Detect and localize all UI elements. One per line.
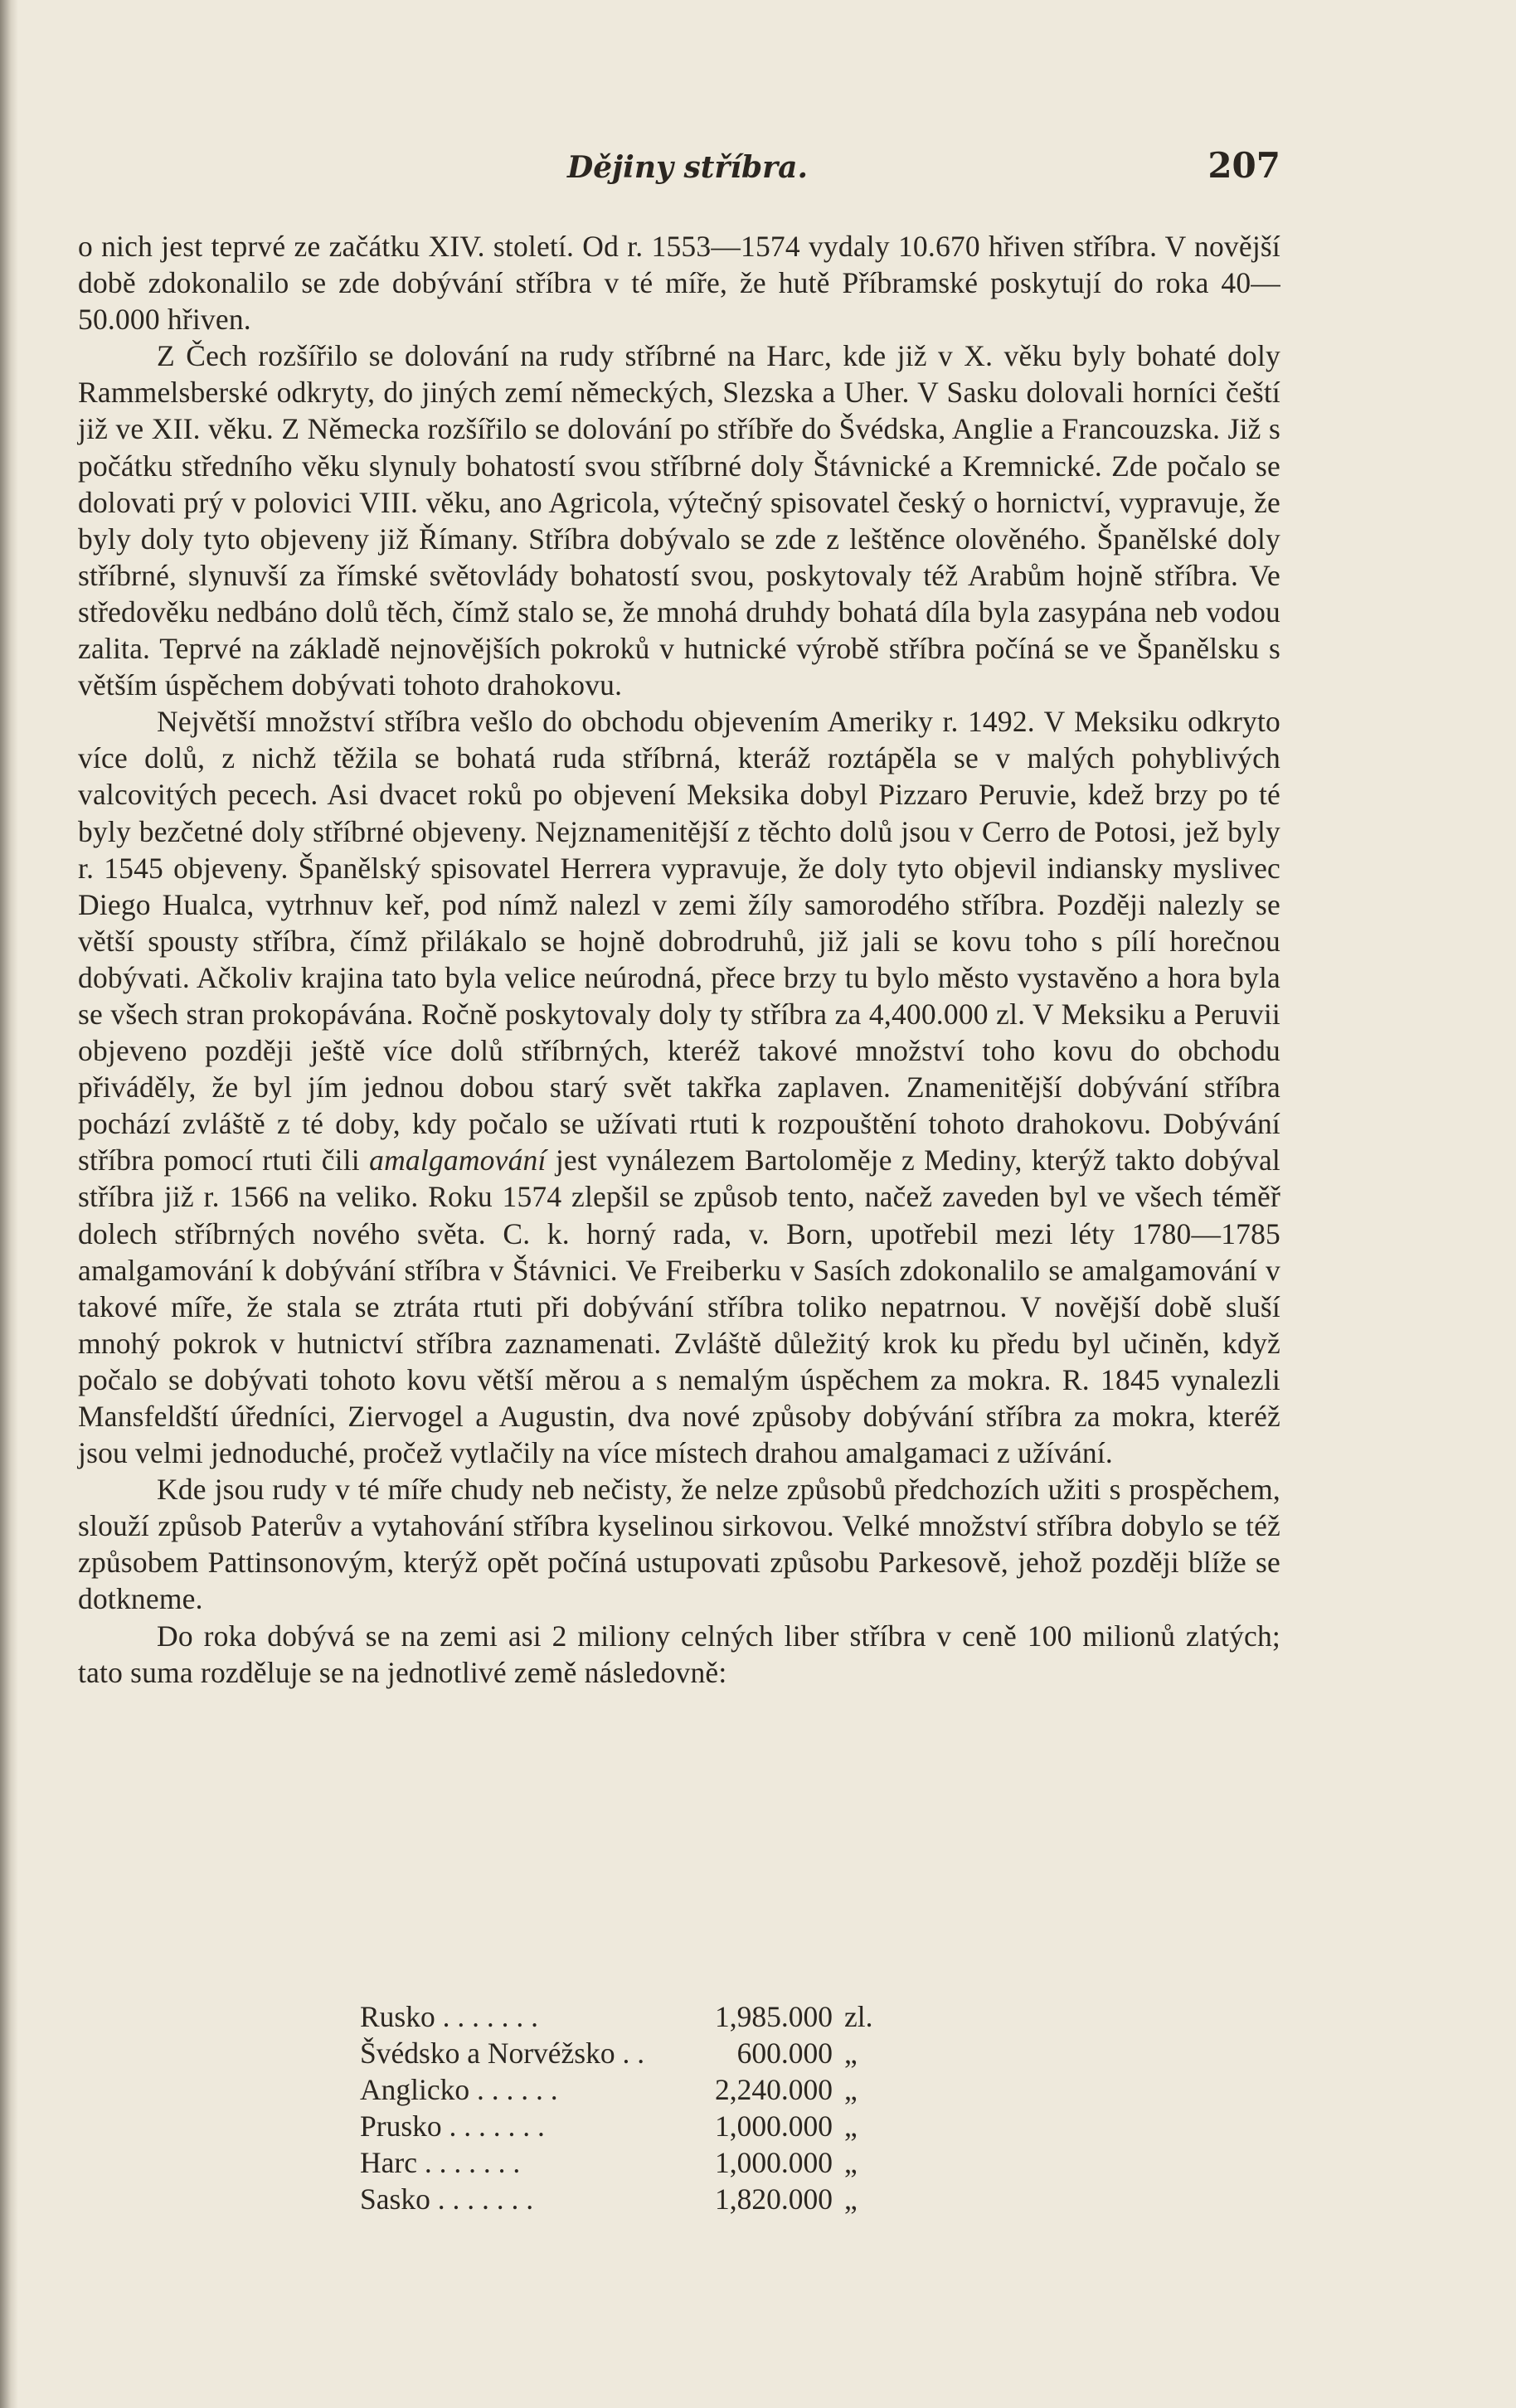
amount-value: 600.000 bbox=[736, 2037, 833, 2071]
italic-term: amalgamování bbox=[369, 1143, 547, 1177]
amount-value: 1,000.000 bbox=[715, 2109, 833, 2143]
table-row bbox=[360, 2181, 1106, 2217]
page-number: 207 bbox=[1207, 145, 1280, 186]
amount-value: 1,820.000 bbox=[715, 2182, 833, 2216]
table-row bbox=[360, 1998, 1106, 2035]
running-title: Dějiny stříbra. bbox=[567, 150, 808, 185]
amount-unit: „ bbox=[844, 2037, 858, 2071]
amount-unit: „ bbox=[844, 2073, 858, 2107]
country-name: Anglicko . . . . . . bbox=[360, 2073, 558, 2107]
page-edge-shadow bbox=[0, 0, 18, 2408]
country-name: Prusko . . . . . . . bbox=[360, 2109, 545, 2143]
paragraph-3 bbox=[78, 703, 1280, 1471]
paragraph-2: Z Čech rozšířilo se dolování na rudy stříbrné na Harc, kde již v X. věku byly bohaté doly Rammelsberské odkryty, do jiných zemí německých, Slezska a Uher. V Sasku dolovali horníci čeští již ve XII. věku. Z Německa rozšířilo se dolování po stříbře do Švédska, Anglie a Francouzska. Již s počátku středního věku slynuly bohatostí svou stříbrné doly Štávnické a Kremnické. Zde počalo se dolovati prý v polovici VIII. věku, ano Agricola, výtečný spisovatel český o hornictví, vypravuje, že byly doly tyto objeveny již Římany. Stříbra dobývalo se zde z leštěnce olověného. Španělské doly stříbrné, slynuvší za římské světovlády bohatostí svou, poskytovaly též Arabům hojně stříbra. Ve středověku nedbáno dolů těch, čímž stalo se, že mnohá druhdy bohatá díla byla zasypána neb vodou zalita. Teprvé na základě nejnovějších pokroků v hutnické výrobě stříbra počíná se ve Španělsku s větším úspěchem dobývati tohoto drahokovu. bbox=[78, 339, 1280, 702]
amount-unit: zl. bbox=[844, 2000, 873, 2033]
table-row bbox=[360, 2071, 1106, 2108]
amount-value: 1,985.000 bbox=[715, 2000, 833, 2033]
table-row bbox=[360, 2108, 1106, 2144]
table-row bbox=[360, 2035, 1106, 2071]
amount-unit: „ bbox=[844, 2182, 858, 2216]
amount-value: 1,000.000 bbox=[715, 2146, 833, 2180]
country-name: Rusko . . . . . . . bbox=[360, 2000, 538, 2033]
amount-unit: „ bbox=[844, 2109, 858, 2143]
country-name: Harc . . . . . . . bbox=[360, 2146, 521, 2180]
body-text bbox=[78, 228, 1280, 1691]
paragraph-5: Do roka dobývá se na zemi asi 2 miliony celných liber stříbra v ceně 100 milionů zlatých; tato suma rozděluje se na jednotlivé země následovně: bbox=[78, 1619, 1280, 1689]
country-name: Sasko . . . . . . . bbox=[360, 2182, 534, 2216]
amount-unit: „ bbox=[844, 2146, 858, 2180]
page-header bbox=[78, 145, 1280, 195]
paragraph-3-text-b: jest vynálezem Bartoloměje z Mediny, kterýž takto dobýval stříbra již r. 1566 na veliko. Roku 1574 zlepšil se způsob tento, načež zaveden byl ve všech téměř dolech stříbrných nového světa. C. k. horný rada, v. Born, upotřebil mezi léty 1780—1785 amalgamování k dobývání stříbra v Štávnici. Ve Freiberku v Sasích zdokonalilo se amalgamování v takové míře, že stala se ztráta rtuti při dobývání stříbra toliko nepatrnou. V novější době sluší mnohý pokrok v hutnictví stříbra zaznamenati. Zvláště důležitý krok ku předu byl učiněn, když počalo se dobývati tohoto kovu větší měrou a s nemalým úspěchem za mokra. R. 1845 vynalezli Mansfeldští úředníci, Ziervogel a Augustin, dva nové způsoby dobývání stříbra za mokra, kteréž jsou velmi jednoduché, pročež vytlačily na více místech drahou amalgamaci z užívání. bbox=[78, 1143, 1280, 1470]
book-page bbox=[78, 0, 1280, 2408]
amount-value: 2,240.000 bbox=[715, 2073, 833, 2107]
silver-production-table bbox=[360, 1998, 1106, 2218]
country-name: Švédsko a Norvéžsko . . bbox=[360, 2037, 645, 2071]
paragraph-1: o nich jest teprvé ze začátku XIV. století. Od r. 1553—1574 vydaly 10.670 hřiven stříbra. V novější době zdokonalilo se zde dobývání stříbra v té míře, že hutě Příbramské poskytují do roka 40—50.000 hřiven. bbox=[78, 230, 1280, 337]
paragraph-4: Kde jsou rudy v té míře chudy neb nečisty, že nelze způsobů předchozích užiti s prospěchem, slouží způsob Paterův a vytahování stříbra kyselinou sirkovou. Velké množství stříbra dobylo se též způsobem Pattinsonovým, kterýž opět počíná ustupovati způsobu Parkesově, jehož později blíže se dotkneme. bbox=[78, 1473, 1280, 1616]
paragraph-3-text-a: Největší množství stříbra vešlo do obchodu objevením Ameriky r. 1492. V Meksiku odkryto více dolů, z nichž těžila se bohatá ruda stříbrná, kteráž roztápěla se v malých pohyblivých valcovitých pecech. Asi dvacet roků po objevení Meksika dobyl Pizzaro Peruvie, kdež brzy po té byly bezčetné doly stříbrné objeveny. Nejznamenitější z těchto dolů jsou v Cerro de Potosi, jež byly r. 1545 objeveny. Španělský spisovatel Herrera vypravuje, že doly tyto objevil indiansky myslivec Diego Hualca, vytrhnuv keř, pod nímž nalezl v zemi žíly samorodého stříbra. Později nalezly se větší spousty stříbra, čímž přilákalo se hojně dobrodruhů, již jali se kovu toho s pílí horečnou dobývati. Ačkoliv krajina tato byla velice neúrodná, přece brzy tu bylo město vystavěno a hora byla se všech stran prokopávána. Ročně poskytovaly doly ty stříbra za 4,400.000 zl. V Meksiku a Peruvii objeveno později ještě více dolů stříbrných, kteréž takové množství toho kovu do obchodu přiváděly, že byl jím jednou dobou starý svět takřka zaplaven. Znamenitější dobývání stříbra pochází zvláště z té doby, kdy počalo se užívati rtuti k rozpouštění tohoto drahokovu. Dobývání stříbra pomocí rtuti čili bbox=[78, 705, 1280, 1177]
table-row bbox=[360, 2144, 1106, 2181]
